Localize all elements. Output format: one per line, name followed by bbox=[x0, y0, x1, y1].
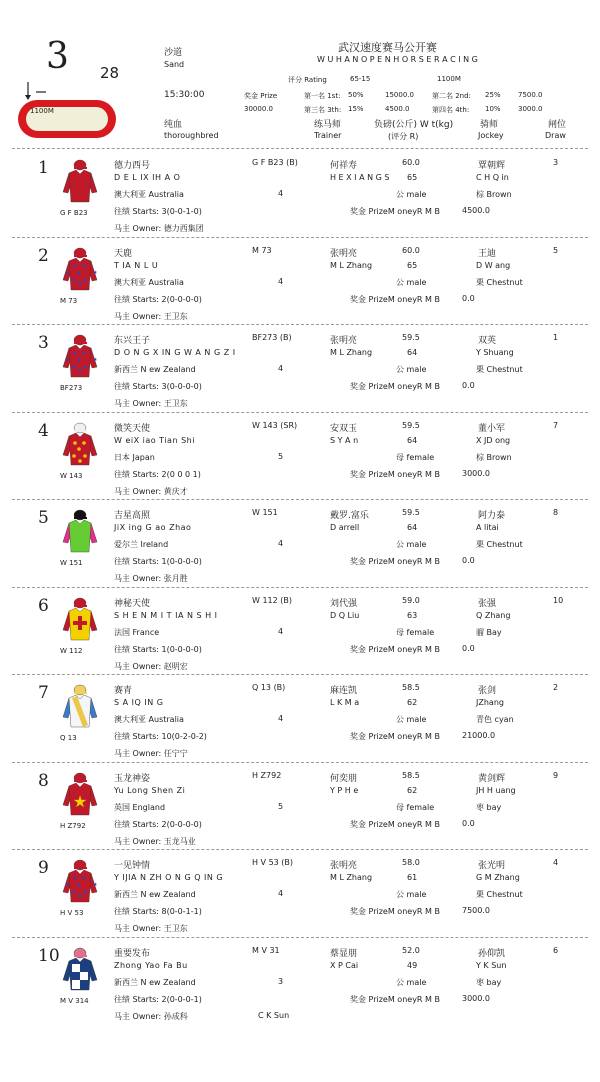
trainer-cn: 何奕朋 bbox=[330, 773, 358, 784]
rating: 62 bbox=[407, 698, 418, 707]
row-divider bbox=[12, 412, 588, 413]
col-draw-en: Draw bbox=[545, 131, 566, 140]
horse-age: 4 bbox=[278, 714, 284, 723]
starts-record: 往绩 Starts: 3(0-0-1-0) bbox=[114, 207, 202, 216]
svg-text:★: ★ bbox=[93, 269, 98, 276]
entry-row[interactable] bbox=[0, 506, 600, 594]
horse-name-en: D O N G X IN G W A N G Z I bbox=[114, 348, 236, 357]
entry-number: 6 bbox=[38, 595, 49, 616]
horse-color: 骝 Bay bbox=[476, 627, 502, 637]
prize-2-label: 第二名 2nd: bbox=[432, 92, 471, 100]
starts-record: 往绩 Starts: 2(0-0-0-0) bbox=[114, 294, 202, 304]
entry-number: 5 bbox=[38, 508, 49, 528]
trainer-cn: 刘代强 bbox=[330, 598, 358, 609]
horse-code: M 73 bbox=[252, 245, 272, 255]
horse-name-en: T IA N L U bbox=[114, 260, 159, 270]
track-icon bbox=[12, 78, 122, 140]
weight: 60.0 bbox=[402, 245, 420, 255]
svg-text:★: ★ bbox=[82, 276, 88, 284]
starts-record: 往绩 Starts: 1(0-0-0-0) bbox=[114, 557, 202, 566]
weight: 58.5 bbox=[402, 770, 420, 780]
horse-code: W 143 (SR) bbox=[252, 420, 298, 430]
horse-origin: 法国 France bbox=[114, 627, 160, 637]
svg-text:★: ★ bbox=[65, 357, 70, 363]
prize-money-label: 奖金 PrizeM oneyR M B bbox=[350, 469, 440, 479]
jockey-silks-icon bbox=[60, 158, 100, 204]
jockey-silks-icon bbox=[60, 683, 100, 729]
jockey-silks-icon bbox=[60, 596, 100, 642]
entry-row[interactable] bbox=[0, 681, 600, 769]
horse-name-en: JiX ing G ao Zhao bbox=[114, 523, 192, 532]
horse-origin: 澳大利亚 Australia bbox=[114, 190, 184, 199]
horse-name-en: D E L IX IH A O bbox=[114, 173, 181, 182]
col-trainer-en: Trainer bbox=[314, 131, 342, 140]
starts-record: 往绩 Starts: 1(0-0-0-0) bbox=[114, 644, 202, 654]
rating: 64 bbox=[407, 523, 418, 532]
prize-label: 奖金 Prize bbox=[244, 92, 278, 100]
svg-text:★: ★ bbox=[77, 368, 83, 375]
draw-number: 5 bbox=[553, 245, 559, 255]
horse-name-cn: 微笑天使 bbox=[114, 423, 151, 434]
horse-owner: 马主 Owner: 王卫东 bbox=[114, 399, 188, 408]
horse-sex: 公 male bbox=[396, 277, 427, 287]
entry-row[interactable] bbox=[0, 419, 600, 507]
horse-age: 3 bbox=[278, 976, 284, 986]
horse-owner: 马主 Owner: 黄庆才 bbox=[114, 486, 188, 496]
horse-origin: 澳大利亚 Australia bbox=[114, 715, 184, 724]
horse-owner: 马主 Owner: 王卫东 bbox=[114, 924, 188, 933]
trainer-cn: 张明亮 bbox=[330, 861, 358, 871]
rating-label: 评分 Rating bbox=[288, 76, 327, 84]
horse-origin: 日本 Japan bbox=[114, 452, 155, 462]
weight: 59.5 bbox=[402, 333, 420, 342]
silk-code: W 143 bbox=[60, 471, 83, 480]
trainer-en: D arrell bbox=[330, 523, 360, 532]
entry-number: 10 bbox=[38, 945, 60, 966]
trainer-en: D Q Liu bbox=[330, 610, 360, 620]
entry-row[interactable] bbox=[0, 769, 600, 857]
prize-money-label: 奖金 PrizeM oneyR M B bbox=[350, 207, 440, 216]
entry-number: 8 bbox=[38, 770, 49, 791]
header-divider bbox=[12, 148, 588, 149]
prize-4-amount: 3000.0 bbox=[518, 105, 543, 113]
svg-text:★: ★ bbox=[93, 882, 98, 888]
prize-1-amount: 15000.0 bbox=[385, 91, 414, 99]
jockey-en: X JD ong bbox=[476, 435, 511, 445]
horse-origin: 爱尔兰 Ireland bbox=[114, 540, 169, 549]
horse-owner: 马主 Owner: 赵明宏 bbox=[114, 661, 188, 671]
prize-money: 0.0 bbox=[462, 381, 475, 390]
jockey-en: Y Shuang bbox=[476, 348, 514, 357]
horse-code: H Z792 bbox=[252, 770, 282, 780]
horse-owner: 马主 Owner: 张月胜 bbox=[114, 574, 188, 583]
trainer-cn: 安双玉 bbox=[330, 423, 358, 434]
rating: 64 bbox=[407, 435, 418, 445]
horse-sex: 公 male bbox=[396, 715, 427, 724]
horse-name-en: S A IQ IN G bbox=[114, 698, 164, 707]
horse-owner: 马主 Owner: 德力西集团 bbox=[114, 224, 204, 233]
trainer-en: M L Zhang bbox=[330, 873, 373, 882]
horse-sex: 公 male bbox=[396, 890, 427, 899]
jockey-silks-icon bbox=[60, 771, 100, 817]
horse-owner: 马主 Owner: 任宁宁 bbox=[114, 749, 188, 758]
rating: 65 bbox=[407, 260, 418, 270]
prize-3-label: 第三名 3th: bbox=[304, 106, 342, 114]
trainer-cn: 戴罗.富乐 bbox=[330, 511, 369, 521]
col-weight-en: (评分 R) bbox=[388, 132, 419, 141]
horse-name-en: Yu Long Shen Zi bbox=[114, 785, 186, 795]
entry-number: 3 bbox=[38, 333, 49, 353]
jockey-cn: 张剑 bbox=[478, 686, 497, 696]
horse-sex: 公 male bbox=[396, 977, 427, 987]
jockey-en: Y K Sun bbox=[476, 960, 507, 970]
prize-1-label: 第一名 1st: bbox=[304, 92, 341, 100]
svg-text:★: ★ bbox=[77, 280, 83, 288]
horse-name-en: Zhong Yao Fa Bu bbox=[114, 960, 188, 970]
col-jockey-cn: 骑师 bbox=[480, 120, 499, 130]
horse-name-cn: 重要发布 bbox=[114, 948, 151, 959]
track-label: 1100M bbox=[30, 107, 54, 115]
prize-money: 3000.0 bbox=[462, 468, 490, 478]
draw-number: 8 bbox=[553, 508, 559, 517]
horse-code: H V 53 (B) bbox=[252, 858, 294, 867]
prize-money-label: 奖金 PrizeM oneyR M B bbox=[350, 644, 440, 654]
row-divider bbox=[12, 237, 588, 238]
trainer-cn: 麻连凯 bbox=[330, 686, 358, 696]
silk-code: H V 53 bbox=[60, 909, 84, 917]
rating-value: 65-15 bbox=[350, 75, 371, 83]
svg-text:★: ★ bbox=[72, 791, 88, 811]
prize-money-label: 奖金 PrizeM oneyR M B bbox=[350, 294, 440, 304]
draw-number: 6 bbox=[553, 945, 559, 955]
prize-2-pct: 25% bbox=[485, 91, 501, 99]
entry-number: 2 bbox=[38, 245, 49, 266]
horse-code: BF273 (B) bbox=[252, 333, 292, 342]
horse-name-cn: 玉龙神姿 bbox=[114, 773, 151, 784]
horse-code: W 151 bbox=[252, 508, 278, 517]
weight: 58.5 bbox=[402, 683, 420, 692]
svg-text:★: ★ bbox=[65, 269, 70, 276]
trainer-cn: 蔡显朋 bbox=[330, 948, 358, 959]
prize-money-label: 奖金 PrizeM oneyR M B bbox=[350, 557, 440, 566]
race-time: 15:30:00 bbox=[164, 90, 205, 100]
trainer-en: S Y A n bbox=[330, 435, 359, 445]
prize-money: 21000.0 bbox=[462, 731, 496, 740]
horse-owner: 马主 Owner: 王卫东 bbox=[114, 311, 188, 321]
horse-name-cn: 一见钟情 bbox=[114, 861, 151, 871]
prize-money-label: 奖金 PrizeM oneyR M B bbox=[350, 907, 440, 916]
entry-number: 9 bbox=[38, 858, 49, 878]
svg-text:★: ★ bbox=[82, 364, 88, 371]
entry-row[interactable] bbox=[0, 244, 600, 332]
svg-text:★: ★ bbox=[72, 875, 78, 882]
surface-cn: 沙道 bbox=[164, 48, 183, 58]
horse-age: 4 bbox=[278, 276, 284, 286]
trainer-en: M L Zhang bbox=[330, 260, 373, 270]
silk-code: M V 314 bbox=[60, 996, 89, 1005]
silk-code: W 112 bbox=[60, 646, 83, 655]
rating: 64 bbox=[407, 348, 418, 357]
weight: 59.5 bbox=[402, 508, 420, 517]
horse-sex: 母 female bbox=[396, 627, 435, 637]
surface-en: Sand bbox=[164, 60, 185, 69]
svg-text:★: ★ bbox=[72, 350, 78, 357]
jockey-silks-icon bbox=[60, 946, 100, 992]
horse-name-en: Y IJIA N ZH O N G Q IN G bbox=[114, 873, 224, 882]
rating: 61 bbox=[407, 873, 418, 882]
entry-number: 1 bbox=[38, 158, 49, 178]
jockey-cn: 董小军 bbox=[478, 423, 506, 434]
horse-age: 4 bbox=[278, 364, 284, 373]
horse-owner: 马主 Owner: 孙成科 bbox=[114, 1011, 188, 1021]
jockey-en: JZhang bbox=[476, 698, 504, 707]
rating: 49 bbox=[407, 960, 418, 970]
starts-record: 往绩 Starts: 3(0-0-0-0) bbox=[114, 382, 202, 391]
starts-record: 往绩 Starts: 2(0-0-0-0) bbox=[114, 819, 202, 829]
row-divider bbox=[12, 937, 588, 938]
prize-money-label: 奖金 PrizeM oneyR M B bbox=[350, 819, 440, 829]
draw-number: 2 bbox=[553, 683, 559, 692]
horse-name-en: S H E N M I T IA N S H I bbox=[114, 610, 218, 620]
draw-number: 7 bbox=[553, 420, 559, 430]
rating: 63 bbox=[407, 610, 418, 620]
jockey-en: Q Zhang bbox=[476, 610, 511, 620]
jockey-silks-icon bbox=[60, 508, 100, 554]
horse-owner: 马主 Owner: 玉龙马业 bbox=[114, 836, 196, 846]
starts-record: 往绩 Starts: 10(0-2-0-2) bbox=[114, 732, 207, 741]
rating: 65 bbox=[407, 173, 418, 182]
horse-name-cn: 德力西号 bbox=[114, 161, 151, 171]
svg-text:★: ★ bbox=[82, 889, 88, 896]
prize-money: 0.0 bbox=[462, 293, 475, 303]
prize-4-pct: 10% bbox=[485, 105, 501, 113]
breed-cn: 纯血 bbox=[164, 120, 183, 130]
prize-money-label: 奖金 PrizeM oneyR M B bbox=[350, 382, 440, 391]
jockey-cn: 阿力泰 bbox=[478, 511, 506, 521]
horse-age: 5 bbox=[278, 451, 284, 461]
svg-text:★: ★ bbox=[76, 269, 82, 277]
jockey-en: D W ang bbox=[476, 260, 511, 270]
svg-text:★: ★ bbox=[65, 882, 70, 888]
horse-age: 5 bbox=[278, 801, 284, 811]
prize-money: 0.0 bbox=[462, 556, 475, 565]
row-divider bbox=[12, 674, 588, 675]
entry-row[interactable] bbox=[0, 856, 600, 944]
prize-money: 0.0 bbox=[462, 643, 475, 653]
starts-record: 往绩 Starts: 8(0-0-1-1) bbox=[114, 907, 202, 916]
horse-sex: 公 male bbox=[396, 365, 427, 374]
horse-color: 栗 Chestnut bbox=[476, 890, 523, 899]
silk-code: M 73 bbox=[60, 296, 78, 305]
race-distance: 1100M bbox=[437, 75, 461, 83]
horse-origin: 英国 England bbox=[114, 802, 166, 812]
silk-code: BF273 bbox=[60, 384, 83, 392]
entry-number: 7 bbox=[38, 683, 49, 703]
col-jockey-en: Jockey bbox=[478, 131, 504, 140]
weight: 60.0 bbox=[402, 158, 420, 167]
trainer-en: H E X I A N G S bbox=[330, 173, 390, 182]
svg-text:★: ★ bbox=[71, 364, 77, 371]
race-number: 3 bbox=[46, 36, 69, 77]
draw-number: 9 bbox=[553, 770, 559, 780]
svg-text:★: ★ bbox=[71, 276, 77, 284]
trainer-en: X P Cai bbox=[330, 960, 359, 970]
starts-record: 往绩 Starts: 2(0 0 0 1) bbox=[114, 469, 201, 479]
jockey-silks-icon bbox=[60, 421, 100, 467]
jockey-en: A litai bbox=[476, 523, 499, 532]
runner-count: 28 bbox=[100, 64, 120, 82]
horse-color: 枣 bay bbox=[476, 977, 502, 987]
horse-code: W 112 (B) bbox=[252, 595, 292, 605]
prize-money: 7500.0 bbox=[462, 906, 490, 915]
horse-age: 4 bbox=[278, 626, 284, 636]
prize-3-pct: 15% bbox=[348, 105, 364, 113]
horse-origin: 澳大利亚 Australia bbox=[114, 277, 184, 287]
jockey-silks-icon bbox=[60, 246, 100, 292]
svg-text:★: ★ bbox=[93, 357, 98, 363]
jockey-silks-icon bbox=[60, 858, 100, 904]
jockey-cn: 黄剑辉 bbox=[478, 773, 506, 784]
entry-number: 4 bbox=[38, 420, 49, 441]
breed-en: thoroughbred bbox=[164, 131, 219, 140]
prize-money: 4500.0 bbox=[462, 206, 490, 215]
horse-color: 棕 Brown bbox=[476, 452, 512, 462]
silk-code: Q 13 bbox=[60, 734, 77, 742]
trainer-en: M L Zhang bbox=[330, 348, 373, 357]
row-divider bbox=[12, 849, 588, 850]
horse-name-cn: 赛青 bbox=[114, 686, 133, 696]
prize-money: 3000.0 bbox=[462, 993, 490, 1003]
rating: 62 bbox=[407, 785, 418, 795]
entry-row[interactable] bbox=[0, 594, 600, 682]
owner-en: C K Sun bbox=[258, 1010, 290, 1020]
jockey-en: C H Q in bbox=[476, 173, 509, 182]
jockey-cn: 双英 bbox=[478, 336, 497, 346]
horse-sex: 公 male bbox=[396, 540, 427, 549]
jockey-cn: 孙仰凯 bbox=[478, 948, 506, 959]
weight: 59.0 bbox=[402, 595, 420, 605]
horse-age: 4 bbox=[278, 539, 284, 548]
prize-4-label: 第四名 4th: bbox=[432, 106, 470, 114]
draw-number: 1 bbox=[553, 333, 559, 342]
row-divider bbox=[12, 324, 588, 325]
horse-color: 栗 Chestnut bbox=[476, 540, 523, 549]
jockey-en: JH H uang bbox=[476, 785, 516, 795]
horse-name-cn: 神秘天使 bbox=[114, 598, 151, 609]
jockey-cn: 王迪 bbox=[478, 248, 497, 259]
horse-color: 栗 Chestnut bbox=[476, 365, 523, 374]
horse-code: Q 13 (B) bbox=[252, 683, 286, 692]
horse-origin: 新西兰 N ew Zealand bbox=[114, 365, 196, 374]
svg-text:★: ★ bbox=[81, 350, 87, 357]
draw-number: 3 bbox=[553, 158, 559, 167]
entry-row[interactable] bbox=[0, 944, 600, 1032]
horse-name-en: W eiX iao Tian Shi bbox=[114, 435, 195, 445]
svg-text:★: ★ bbox=[72, 262, 78, 270]
col-trainer-cn: 练马师 bbox=[314, 120, 342, 130]
jockey-cn: 覃朝辉 bbox=[478, 161, 506, 171]
horse-origin: 新西兰 N ew Zealand bbox=[114, 977, 196, 987]
race-title-en: W U H A N O P E N H O R S E R A C I N G bbox=[317, 55, 478, 64]
draw-number: 4 bbox=[553, 858, 559, 867]
row-divider bbox=[12, 762, 588, 763]
horse-color: 栗 Chestnut bbox=[476, 277, 523, 287]
silk-code: G F B23 bbox=[60, 209, 88, 217]
entry-row[interactable] bbox=[0, 156, 600, 244]
trainer-en: Y P H e bbox=[330, 785, 359, 795]
horse-color: 棕 Brown bbox=[476, 190, 512, 199]
horse-code: M V 31 bbox=[252, 945, 280, 955]
horse-sex: 母 female bbox=[396, 802, 435, 812]
horse-origin: 新西兰 N ew Zealand bbox=[114, 890, 196, 899]
prize-money-label: 奖金 PrizeM oneyR M B bbox=[350, 994, 440, 1004]
horse-color: 枣 bay bbox=[476, 802, 502, 812]
horse-age: 4 bbox=[278, 189, 284, 198]
silk-code: H Z792 bbox=[60, 821, 86, 830]
svg-text:★: ★ bbox=[71, 889, 77, 896]
horse-age: 4 bbox=[278, 889, 284, 898]
prize-total: 30000.0 bbox=[244, 105, 273, 113]
jockey-cn: 张强 bbox=[478, 598, 497, 609]
weight: 59.5 bbox=[402, 420, 420, 430]
svg-text:★: ★ bbox=[81, 262, 87, 270]
row-divider bbox=[12, 499, 588, 500]
horse-sex: 公 male bbox=[396, 190, 427, 199]
col-draw-cn: 闸位 bbox=[548, 120, 567, 130]
svg-text:★: ★ bbox=[76, 882, 82, 889]
trainer-cn: 张明亮 bbox=[330, 336, 358, 346]
col-weight-cn: 负磅(公斤) W t(kg) bbox=[374, 120, 454, 130]
horse-name-cn: 东兴王子 bbox=[114, 336, 151, 346]
starts-record: 往绩 Starts: 2(0-0-0-1) bbox=[114, 994, 202, 1004]
jockey-cn: 张光明 bbox=[478, 861, 506, 871]
weight: 52.0 bbox=[402, 945, 420, 955]
row-divider bbox=[12, 587, 588, 588]
prize-money-label: 奖金 PrizeM oneyR M B bbox=[350, 732, 440, 741]
horse-color: 青色 cyan bbox=[476, 715, 514, 724]
prize-2-amount: 7500.0 bbox=[518, 91, 543, 99]
svg-text:★: ★ bbox=[77, 893, 83, 900]
trainer-en: L K M a bbox=[330, 698, 360, 707]
svg-text:★: ★ bbox=[76, 357, 82, 364]
horse-sex: 母 female bbox=[396, 452, 435, 462]
prize-3-amount: 4500.0 bbox=[385, 105, 410, 113]
svg-text:★: ★ bbox=[81, 875, 87, 882]
jockey-silks-icon bbox=[60, 333, 100, 379]
prize-1-pct: 50% bbox=[348, 91, 364, 99]
jockey-en: G M Zhang bbox=[476, 873, 520, 882]
entry-row[interactable] bbox=[0, 331, 600, 419]
draw-number: 10 bbox=[553, 595, 564, 605]
prize-money: 0.0 bbox=[462, 818, 475, 828]
weight: 58.0 bbox=[402, 858, 420, 867]
silk-code: W 151 bbox=[60, 559, 83, 567]
horse-name-cn: 天鹿 bbox=[114, 248, 133, 259]
trainer-cn: 张明亮 bbox=[330, 248, 358, 259]
race-title-cn: 武汉速度赛马公开赛 bbox=[338, 41, 437, 54]
horse-code: G F B23 (B) bbox=[252, 158, 298, 167]
trainer-cn: 何祥寿 bbox=[330, 161, 358, 171]
horse-name-cn: 吉星高照 bbox=[114, 511, 151, 521]
